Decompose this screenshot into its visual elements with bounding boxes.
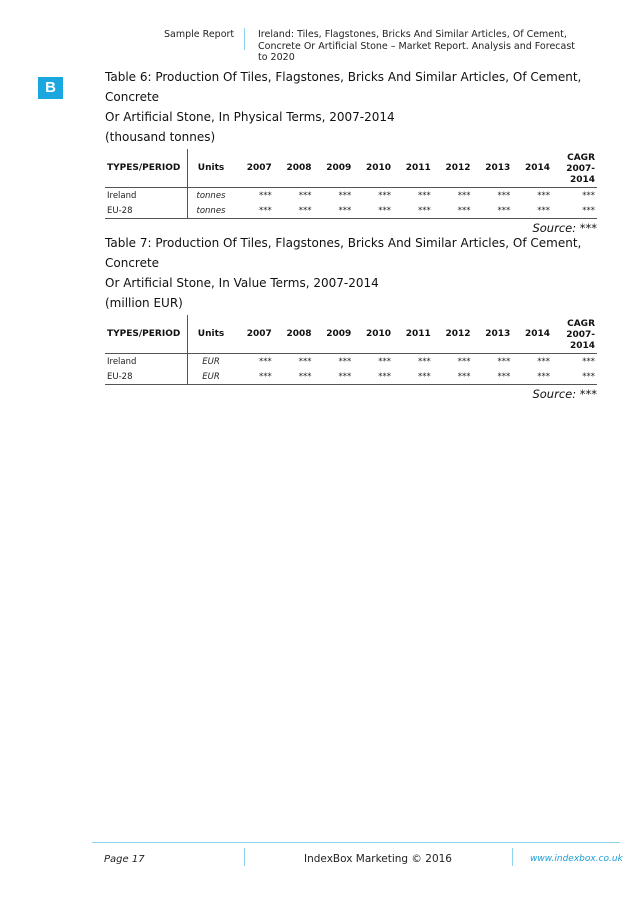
table-7-source: Source: ***: [532, 387, 597, 401]
table-row: [105, 188, 597, 204]
table-6-block: [105, 67, 597, 235]
cell-value: ***: [353, 203, 393, 219]
table-6-source: Source: ***: [532, 221, 597, 235]
cell-value: ***: [338, 356, 352, 367]
cell-value: ***: [353, 369, 393, 385]
table-6-unit-note: (thousand tonnes): [105, 130, 216, 144]
cagr-start: 2007-: [566, 330, 595, 340]
cell-value: ***: [274, 203, 314, 219]
col-year-header: 2009: [314, 315, 354, 354]
table-7-title-line2: Or Artificial Stone, In Value Terms, 2007-2014: [105, 276, 379, 290]
col-units-header: Units: [188, 149, 235, 188]
cell-value: ***: [457, 190, 471, 201]
col-year-header: 2012: [433, 315, 473, 354]
col-year-header: 2008: [274, 149, 314, 188]
header-report-type: Sample Report: [164, 29, 235, 40]
cell-value: ***: [234, 203, 274, 219]
cell-value: ***: [582, 190, 595, 201]
footer-page-number: Page 17: [104, 854, 145, 865]
footer-separator: [512, 848, 513, 866]
cell-value: ***: [537, 190, 550, 201]
cell-value: ***: [314, 203, 354, 219]
table-row: [105, 203, 597, 219]
cagr-start: 2007-: [566, 164, 595, 174]
cell-value: ***: [433, 369, 473, 385]
table-7-unit-note: (million EUR): [105, 296, 183, 310]
table-6-title-line2: Or Artificial Stone, In Physical Terms, 2007-2014: [105, 110, 395, 124]
row-unit: tonnes: [188, 188, 235, 204]
footer-separator: [244, 848, 245, 866]
cell-value: ***: [274, 369, 314, 385]
col-year-header: 2008: [274, 315, 314, 354]
cell-value: ***: [552, 369, 597, 385]
cell-value: ***: [378, 190, 391, 201]
table-6: [105, 149, 597, 219]
col-year-header: 2013: [473, 315, 513, 354]
cell-value: ***: [298, 190, 312, 201]
col-year-header: 2009: [314, 149, 354, 188]
cell-value: ***: [512, 369, 552, 385]
col-units-header: Units: [188, 315, 235, 354]
col-cagr-header: [552, 315, 597, 354]
cell-value: ***: [473, 369, 513, 385]
cell-value: ***: [497, 356, 511, 367]
col-year-header: 2010: [353, 149, 393, 188]
cell-value: ***: [298, 356, 312, 367]
cell-value: ***: [378, 356, 391, 367]
cell-value: ***: [552, 203, 597, 219]
cell-value: ***: [393, 369, 433, 385]
cell-value: ***: [314, 369, 354, 385]
cagr-end: 2014: [569, 175, 595, 185]
brand-logo-icon: B: [38, 77, 63, 99]
cell-value: ***: [537, 356, 550, 367]
header-divider: [244, 28, 245, 50]
cagr-end: 2014: [569, 341, 595, 351]
cell-value: ***: [234, 369, 274, 385]
cell-value: ***: [259, 356, 272, 367]
col-cagr-header: [552, 149, 597, 188]
col-types-header: TYPES/PERIOD: [105, 149, 188, 188]
col-year-header: 2010: [353, 315, 393, 354]
row-name: EU-28: [105, 369, 188, 385]
cell-value: ***: [457, 356, 471, 367]
cell-value: ***: [473, 203, 513, 219]
col-year-header: 2007: [234, 315, 274, 354]
row-name: Ireland: [107, 356, 137, 367]
cell-value: ***: [338, 190, 352, 201]
table-7-title-line1: Table 7: Production Of Tiles, Flagstones, Bricks And Similar Articles, Of Cement, Concrete: [105, 236, 582, 270]
cell-value: ***: [582, 356, 595, 367]
footer-divider: [92, 842, 620, 843]
cell-value: ***: [393, 203, 433, 219]
col-year-header: 2011: [393, 149, 433, 188]
col-types-header: TYPES/PERIOD: [105, 315, 188, 354]
cagr-label: CAGR: [567, 319, 595, 329]
cell-value: ***: [259, 190, 272, 201]
table-header-row: [105, 315, 597, 354]
col-year-header: 2013: [473, 149, 513, 188]
footer-website-link[interactable]: www.indexbox.co.uk: [530, 854, 623, 864]
cell-value: ***: [418, 356, 431, 367]
table-row: [105, 354, 597, 370]
cell-value: ***: [418, 190, 431, 201]
col-year-header: 2007: [234, 149, 274, 188]
table-7: [105, 315, 597, 385]
row-name: Ireland: [107, 190, 137, 201]
col-year-header: 2014: [512, 315, 552, 354]
col-year-header: 2012: [433, 149, 473, 188]
row-unit: EUR: [188, 354, 235, 370]
footer-copyright: IndexBox Marketing © 2016: [304, 853, 452, 865]
table-7-block: [105, 233, 597, 401]
row-unit: EUR: [188, 369, 235, 385]
table-row: [105, 369, 597, 385]
cell-value: ***: [497, 190, 511, 201]
table-header-row: [105, 149, 597, 188]
table-6-title-line1: Table 6: Production Of Tiles, Flagstones, Bricks And Similar Articles, Of Cement, Concrete: [105, 70, 582, 104]
row-unit: tonnes: [188, 203, 235, 219]
cell-value: ***: [512, 203, 552, 219]
header-report-title: Ireland: Tiles, Flagstones, Bricks And Similar Articles, Of Cement, Concrete Or Artificial Stone – Market Report. Analysis and Forecast to 2020: [258, 29, 576, 63]
col-year-header: 2014: [512, 149, 552, 188]
cagr-label: CAGR: [567, 153, 595, 163]
col-year-header: 2011: [393, 315, 433, 354]
cell-value: ***: [433, 203, 473, 219]
row-name: EU-28: [105, 203, 188, 219]
